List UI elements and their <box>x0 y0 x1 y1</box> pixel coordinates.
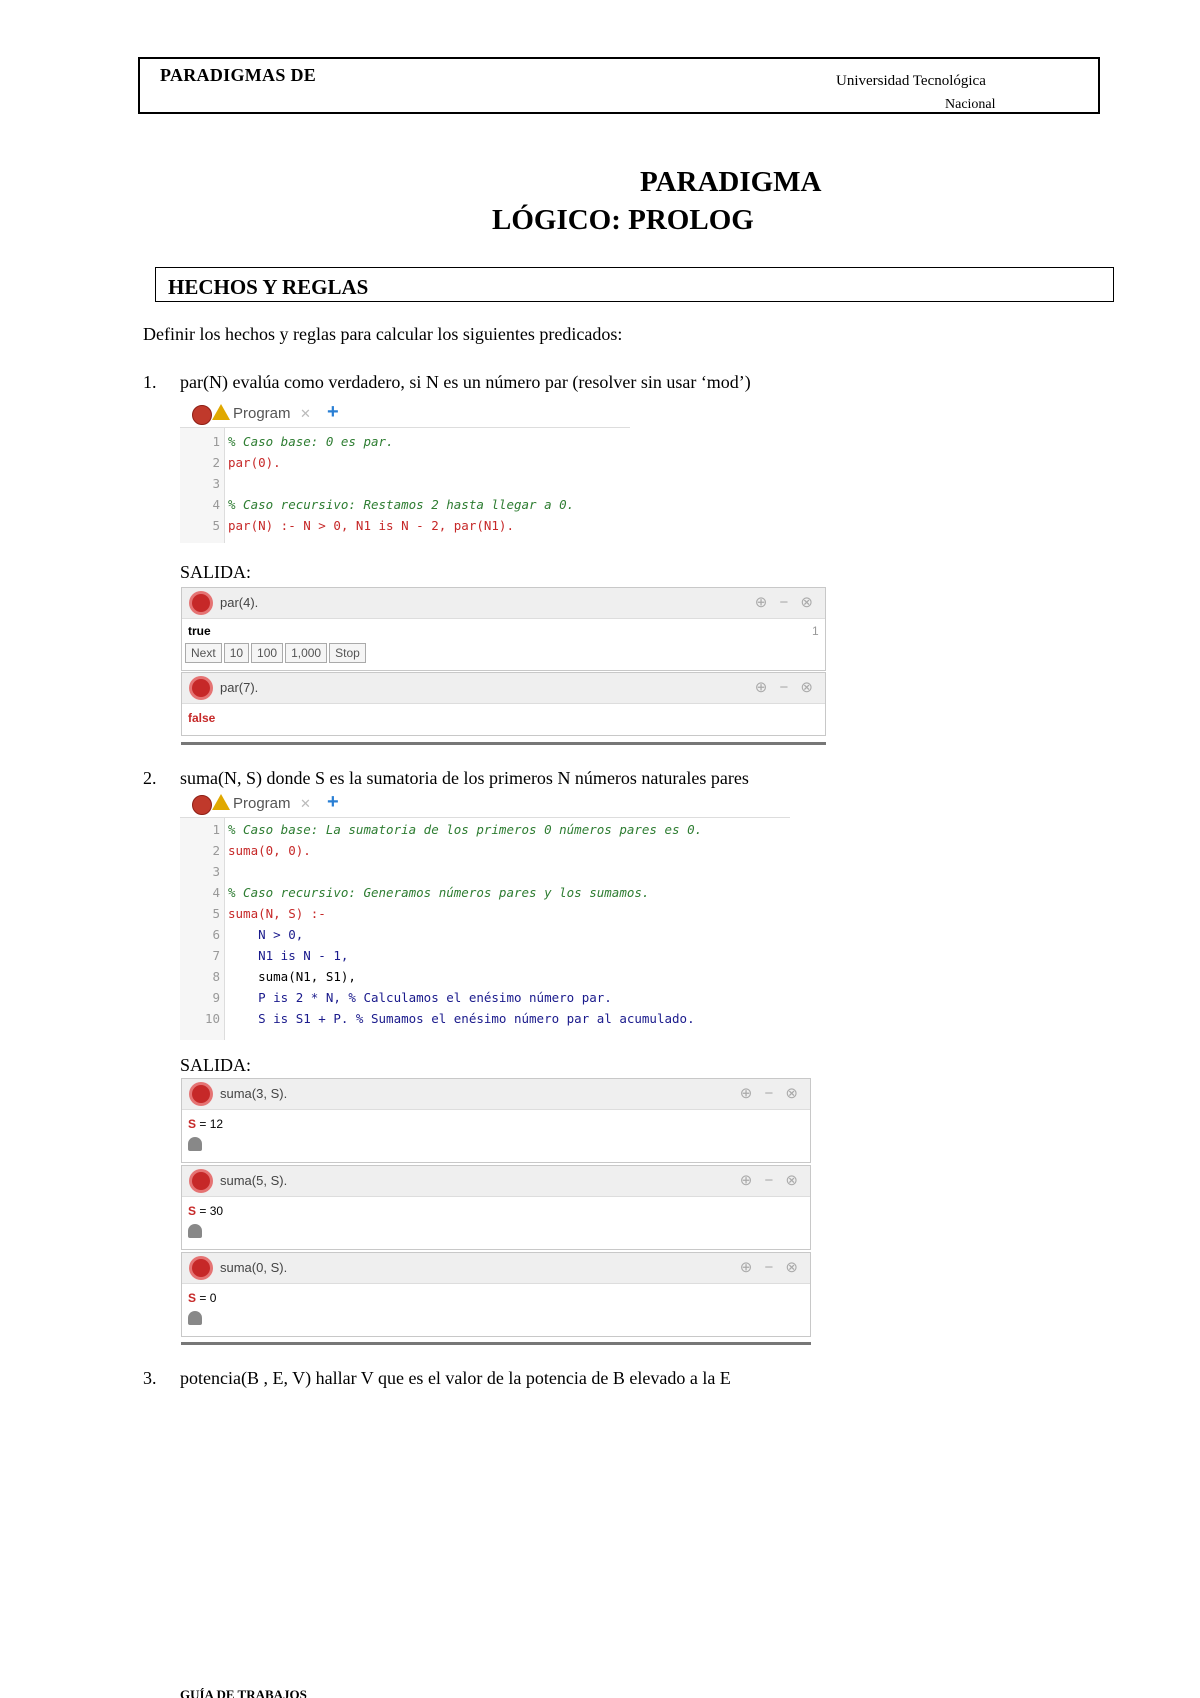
next-button[interactable]: Next <box>185 643 222 663</box>
query-header <box>182 673 825 704</box>
item-number: 2. <box>143 768 157 788</box>
query-output-panel <box>181 587 826 745</box>
item-text: par(N) evalúa como verdadero, si N es un número par (resolver sin usar ‘mod’) <box>180 372 751 392</box>
page-header <box>138 57 1100 114</box>
close-tab-icon[interactable]: ✕ <box>300 796 311 811</box>
query-controls[interactable]: ⊕ − ⊗ <box>754 594 817 611</box>
query-box <box>181 1252 811 1337</box>
query-result: true <box>188 624 211 638</box>
query-text: suma(5, S). <box>220 1173 288 1188</box>
code-area[interactable]: 1 % Caso base: 0 es par. 2 par(0). 3 4 % Caso recursivo: Restamos 2 hasta llegar a 0. 5 par(N) :- N > 0, N1 is N - 2, par(N1). <box>180 428 630 543</box>
salida-label: SALIDA: <box>180 1055 251 1075</box>
query-controls[interactable]: ⊕ − ⊗ <box>754 679 817 696</box>
query-text: suma(0, S). <box>220 1260 288 1275</box>
query-box <box>181 587 826 671</box>
gear-icon <box>192 1259 210 1277</box>
header-right-text-line2: Nacional <box>945 97 996 110</box>
page-footer: GUÍA DE TRABAJOS <box>180 1687 307 1698</box>
close-tab-icon[interactable]: ✕ <box>300 406 311 421</box>
next-1000-button[interactable]: 1,000 <box>285 643 327 663</box>
program-tab-label: Program <box>233 795 291 812</box>
tombstone-icon <box>188 1311 202 1325</box>
result-count: 1 <box>812 624 819 638</box>
query-controls[interactable]: ⊕ − ⊗ <box>739 1259 802 1276</box>
page-title-line2: LÓGICO: PROLOG <box>492 204 754 236</box>
add-tab-icon[interactable]: + <box>327 791 339 813</box>
tombstone-icon <box>188 1224 202 1238</box>
warning-icon <box>212 404 230 420</box>
query-text: suma(3, S). <box>220 1086 288 1101</box>
program-editor[interactable] <box>180 400 630 550</box>
query-result: S = 0 <box>188 1291 217 1305</box>
item-text: suma(N, S) donde S es la sumatoria de los primeros N números naturales pares <box>180 768 749 788</box>
solution-buttons <box>185 643 368 663</box>
query-header <box>182 1079 810 1110</box>
program-tab[interactable] <box>180 400 630 428</box>
item-number: 1. <box>143 372 157 392</box>
query-result: S = 30 <box>188 1204 224 1218</box>
query-controls[interactable]: ⊕ − ⊗ <box>739 1172 802 1189</box>
swish-logo-icon <box>192 405 212 425</box>
section-heading-box <box>155 267 1114 302</box>
query-header <box>182 588 825 619</box>
salida-label: SALIDA: <box>180 562 251 582</box>
query-header <box>182 1166 810 1197</box>
next-100-button[interactable]: 100 <box>251 643 283 663</box>
header-right-text: Universidad Tecnológica <box>836 73 986 89</box>
program-tab[interactable] <box>180 790 790 818</box>
swish-logo-icon <box>192 795 212 815</box>
program-tab-label: Program <box>233 405 291 422</box>
query-result: S = 12 <box>188 1117 224 1131</box>
tombstone-icon <box>188 1137 202 1151</box>
query-output-panel <box>181 1078 811 1345</box>
query-text: par(4). <box>220 595 259 610</box>
gear-icon <box>192 679 210 697</box>
section-heading: HECHOS Y REGLAS <box>168 275 369 299</box>
gear-icon <box>192 594 210 612</box>
page-title-line1: PARADIGMA <box>640 166 822 198</box>
query-box <box>181 1078 811 1163</box>
gear-icon <box>192 1172 210 1190</box>
intro-text: Definir los hechos y reglas para calcular los siguientes predicados: <box>143 324 623 344</box>
item-text: potencia(B , E, V) hallar V que es el valor de la potencia de B elevado a la E <box>180 1368 731 1388</box>
add-tab-icon[interactable]: + <box>327 401 339 423</box>
code-area[interactable]: 1 % Caso base: La sumatoria de los primeros 0 números pares es 0. 2 suma(0, 0). 3 4 % Caso recursivo: Generamos números pares y los sumamos. 5 suma(N, S) :- 6 N > 0, 7 N1 is N - 1, 8 suma(N1, S1), 9 P is 2 * N, % Calculamos el enésimo número par. 10 S is S1 + P. % Sumamos el enésimo número par al acumulado. <box>180 818 790 1040</box>
query-result: false <box>188 711 216 725</box>
query-text: par(7). <box>220 680 259 695</box>
query-controls[interactable]: ⊕ − ⊗ <box>739 1085 802 1102</box>
query-box <box>181 672 826 736</box>
program-editor[interactable] <box>180 790 790 1040</box>
item-number: 3. <box>143 1368 157 1388</box>
stop-button[interactable]: Stop <box>329 643 366 663</box>
next-10-button[interactable]: 10 <box>224 643 249 663</box>
query-header <box>182 1253 810 1284</box>
warning-icon <box>212 794 230 810</box>
query-box <box>181 1165 811 1250</box>
header-left-text: PARADIGMAS DE <box>160 65 317 85</box>
gear-icon <box>192 1085 210 1103</box>
